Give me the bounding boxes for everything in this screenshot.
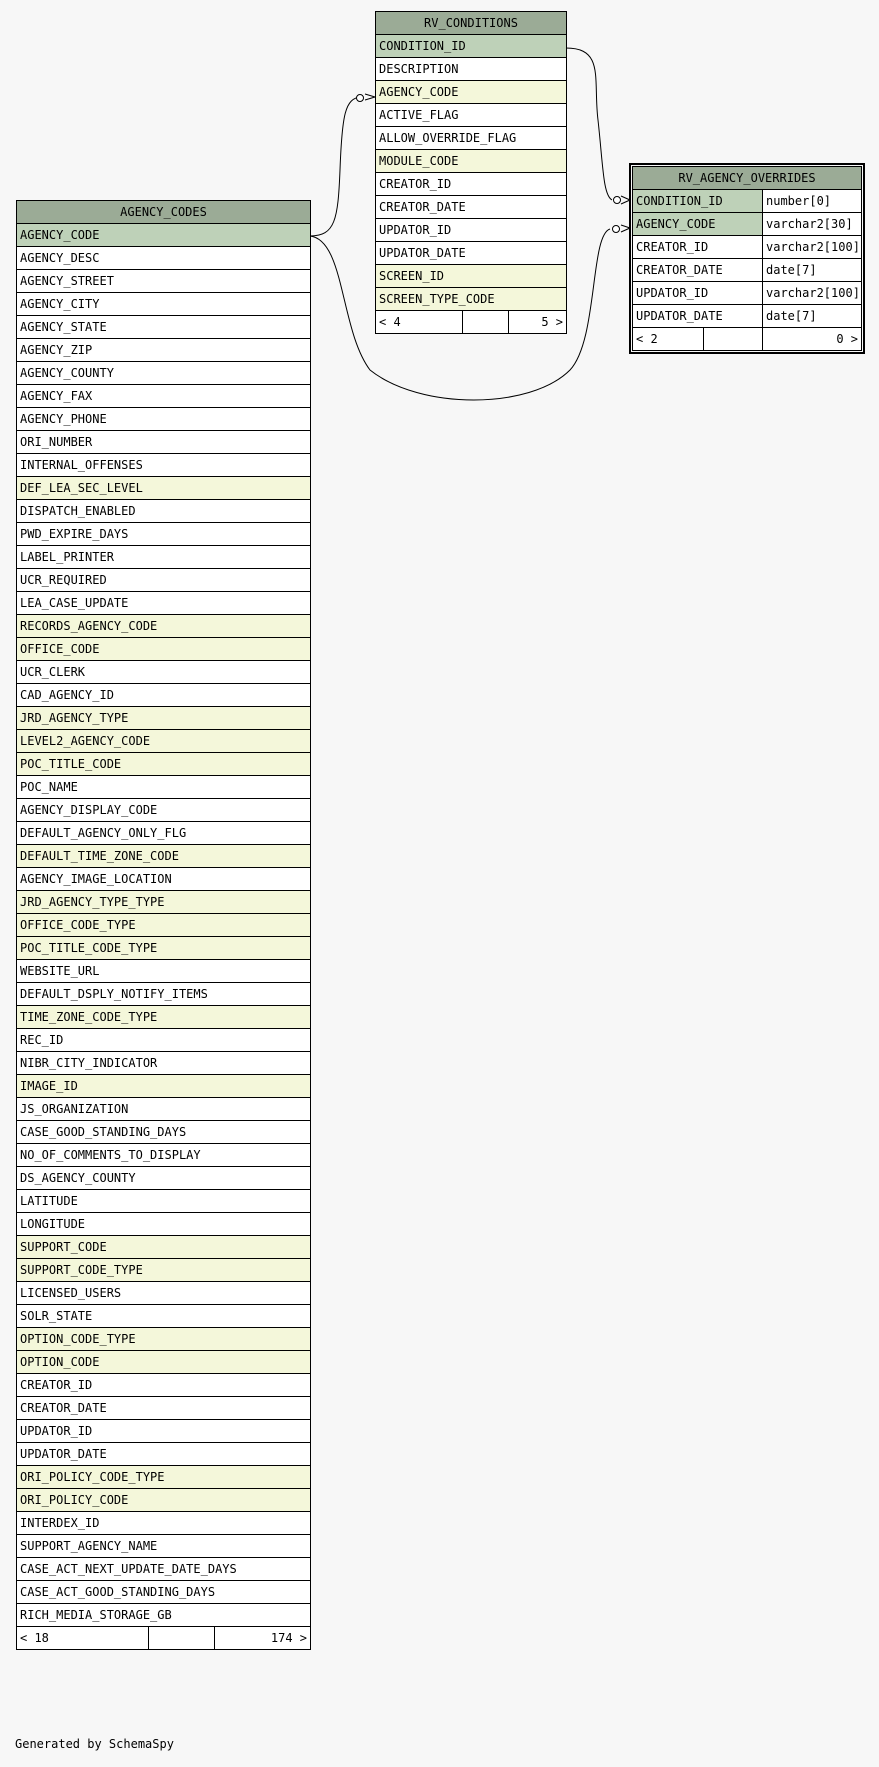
table-row[interactable]: [17, 1236, 311, 1259]
column-name: AGENCY_IMAGE_LOCATION: [17, 868, 311, 891]
table-row[interactable]: [17, 1558, 311, 1581]
column-name: AGENCY_STREET: [17, 270, 311, 293]
column-name: LONGITUDE: [17, 1213, 311, 1236]
column-name: UPDATOR_ID: [17, 1420, 311, 1443]
column-name: POC_TITLE_CODE_TYPE: [17, 937, 311, 960]
column-name: AGENCY_CODE: [633, 213, 763, 236]
table-row[interactable]: [376, 196, 567, 219]
column-type: varchar2[30]: [763, 213, 862, 236]
column-type: date[7]: [763, 305, 862, 328]
column-name: CREATOR_DATE: [633, 259, 763, 282]
table-row[interactable]: [17, 546, 311, 569]
column-name: PWD_EXPIRE_DAYS: [17, 523, 311, 546]
table-row[interactable]: [17, 615, 311, 638]
column-name: OPTION_CODE: [17, 1351, 311, 1374]
table-row[interactable]: [17, 1489, 311, 1512]
table-row[interactable]: [376, 150, 567, 173]
column-name: CASE_ACT_GOOD_STANDING_DAYS: [17, 1581, 311, 1604]
column-name: UPDATOR_DATE: [17, 1443, 311, 1466]
column-name: UPDATOR_DATE: [633, 305, 763, 328]
column-name: AGENCY_CODE: [376, 81, 567, 104]
column-name: AGENCY_COUNTY: [17, 362, 311, 385]
table-row[interactable]: [17, 1121, 311, 1144]
table-row[interactable]: [376, 288, 567, 311]
table-row[interactable]: [17, 408, 311, 431]
column-name: AGENCY_STATE: [17, 316, 311, 339]
table-header-rv-agency-overrides[interactable]: RV_AGENCY_OVERRIDES: [633, 167, 862, 190]
table-row[interactable]: [17, 1190, 311, 1213]
table-row[interactable]: [376, 104, 567, 127]
table-row[interactable]: [17, 845, 311, 868]
column-name: DEFAULT_DSPLY_NOTIFY_ITEMS: [17, 983, 311, 1006]
table-header-rv-conditions[interactable]: RV_CONDITIONS: [376, 12, 567, 35]
column-name: MODULE_CODE: [376, 150, 567, 173]
column-name: SCREEN_TYPE_CODE: [376, 288, 567, 311]
child-count[interactable]: 0 >: [763, 328, 862, 351]
table-row[interactable]: [376, 242, 567, 265]
table-row[interactable]: [17, 454, 311, 477]
column-name: POC_NAME: [17, 776, 311, 799]
relationship-zero-marker-icon: [357, 95, 364, 102]
relationship-zero-marker-icon: [614, 197, 621, 204]
column-name: NO_OF_COMMENTS_TO_DISPLAY: [17, 1144, 311, 1167]
column-name: CAD_AGENCY_ID: [17, 684, 311, 707]
column-name: OFFICE_CODE_TYPE: [17, 914, 311, 937]
table-row[interactable]: [17, 1006, 311, 1029]
table-row[interactable]: [17, 730, 311, 753]
table-row[interactable]: [17, 1167, 311, 1190]
column-name: JRD_AGENCY_TYPE_TYPE: [17, 891, 311, 914]
table-footer: [633, 328, 862, 351]
table-row[interactable]: [17, 684, 311, 707]
column-name: SUPPORT_CODE: [17, 1236, 311, 1259]
table-row[interactable]: [17, 799, 311, 822]
column-name: CREATOR_ID: [633, 236, 763, 259]
table-row[interactable]: [376, 173, 567, 196]
table-row[interactable]: [17, 431, 311, 454]
column-name: INTERNAL_OFFENSES: [17, 454, 311, 477]
table-row[interactable]: [17, 1397, 311, 1420]
footer-spacer: [149, 1627, 215, 1650]
table-row[interactable]: [17, 477, 311, 500]
column-name: ALLOW_OVERRIDE_FLAG: [376, 127, 567, 150]
table-rv-conditions[interactable]: [375, 11, 567, 334]
column-type: varchar2[100]: [763, 282, 862, 305]
table-row[interactable]: [17, 1535, 311, 1558]
column-name: SCREEN_ID: [376, 265, 567, 288]
table-row[interactable]: [17, 1512, 311, 1535]
column-name: TIME_ZONE_CODE_TYPE: [17, 1006, 311, 1029]
relationship-agency-codes-to-rv-conditions: [310, 97, 361, 236]
table-row[interactable]: [17, 1305, 311, 1328]
table-row[interactable]: [17, 569, 311, 592]
column-name: CONDITION_ID: [376, 35, 567, 58]
table-row[interactable]: [17, 1144, 311, 1167]
column-type: varchar2[100]: [763, 236, 862, 259]
column-name: OPTION_CODE_TYPE: [17, 1328, 311, 1351]
column-name: WEBSITE_URL: [17, 960, 311, 983]
table-row[interactable]: [17, 661, 311, 684]
column-name: SOLR_STATE: [17, 1305, 311, 1328]
column-name: LATITUDE: [17, 1190, 311, 1213]
column-name: AGENCY_ZIP: [17, 339, 311, 362]
table-row[interactable]: [17, 247, 311, 270]
column-name: REC_ID: [17, 1029, 311, 1052]
table-row[interactable]: [633, 213, 862, 236]
column-name: POC_TITLE_CODE: [17, 753, 311, 776]
relationship-zero-marker-icon: [613, 226, 620, 233]
column-name: AGENCY_DESC: [17, 247, 311, 270]
table-header-agency-codes[interactable]: AGENCY_CODES: [17, 201, 311, 224]
table-row[interactable]: [633, 190, 862, 213]
column-name: JRD_AGENCY_TYPE: [17, 707, 311, 730]
column-name: UPDATOR_DATE: [376, 242, 567, 265]
relationship-crowfoot-icon: [621, 225, 630, 232]
table-row[interactable]: [633, 282, 862, 305]
column-name: NIBR_CITY_INDICATOR: [17, 1052, 311, 1075]
column-name: OFFICE_CODE: [17, 638, 311, 661]
table-row[interactable]: [17, 1029, 311, 1052]
table-row[interactable]: [17, 224, 311, 247]
column-name: ORI_POLICY_CODE_TYPE: [17, 1466, 311, 1489]
column-name: LEVEL2_AGENCY_CODE: [17, 730, 311, 753]
table-footer: [376, 311, 567, 334]
column-name: ORI_NUMBER: [17, 431, 311, 454]
table-row[interactable]: [17, 776, 311, 799]
table-row[interactable]: [17, 523, 311, 546]
column-name: CONDITION_ID: [633, 190, 763, 213]
table-row[interactable]: [17, 822, 311, 845]
table-row[interactable]: [376, 58, 567, 81]
column-name: DEFAULT_TIME_ZONE_CODE: [17, 845, 311, 868]
column-type: number[0]: [763, 190, 862, 213]
table-row[interactable]: [17, 270, 311, 293]
table-row[interactable]: [17, 1328, 311, 1351]
column-name: AGENCY_CITY: [17, 293, 311, 316]
table-row[interactable]: [17, 638, 311, 661]
column-name: LEA_CASE_UPDATE: [17, 592, 311, 615]
table-row[interactable]: [376, 35, 567, 58]
column-name: INTERDEX_ID: [17, 1512, 311, 1535]
table-row[interactable]: [17, 500, 311, 523]
table-row[interactable]: [17, 1098, 311, 1121]
table-row[interactable]: [17, 1420, 311, 1443]
column-name: AGENCY_FAX: [17, 385, 311, 408]
table-rv-agency-overrides[interactable]: [632, 166, 862, 351]
table-row[interactable]: [633, 305, 862, 328]
footer-spacer: [704, 328, 763, 351]
table-row[interactable]: [17, 914, 311, 937]
column-name: JS_ORGANIZATION: [17, 1098, 311, 1121]
table-row[interactable]: [633, 259, 862, 282]
table-row[interactable]: [17, 293, 311, 316]
table-row[interactable]: [376, 265, 567, 288]
column-name: CREATOR_DATE: [376, 196, 567, 219]
column-name: AGENCY_DISPLAY_CODE: [17, 799, 311, 822]
column-name: CREATOR_ID: [17, 1374, 311, 1397]
column-name: CASE_GOOD_STANDING_DAYS: [17, 1121, 311, 1144]
table-row[interactable]: [17, 316, 311, 339]
column-name: LICENSED_USERS: [17, 1282, 311, 1305]
table-row[interactable]: [17, 937, 311, 960]
generated-by-footer: Generated by SchemaSpy: [15, 1737, 174, 1751]
parent-count[interactable]: < 2: [633, 328, 704, 351]
table-row[interactable]: [17, 960, 311, 983]
column-name: CASE_ACT_NEXT_UPDATE_DATE_DAYS: [17, 1558, 311, 1581]
child-count[interactable]: 5 >: [509, 311, 567, 334]
table-row[interactable]: [17, 385, 311, 408]
table-row[interactable]: [17, 1374, 311, 1397]
footer-spacer: [463, 311, 509, 334]
table-row[interactable]: [17, 868, 311, 891]
column-type: date[7]: [763, 259, 862, 282]
table-row[interactable]: [17, 1075, 311, 1098]
parent-count[interactable]: < 18: [17, 1627, 149, 1650]
table-row[interactable]: [17, 983, 311, 1006]
table-footer: [17, 1627, 311, 1650]
table-row[interactable]: [17, 1259, 311, 1282]
table-row[interactable]: [17, 362, 311, 385]
column-name: UCR_CLERK: [17, 661, 311, 684]
table-row[interactable]: [17, 1604, 311, 1627]
relationship-crowfoot-icon: [365, 94, 375, 100]
column-name: LABEL_PRINTER: [17, 546, 311, 569]
table-row[interactable]: [17, 592, 311, 615]
relationship-rv-conditions-to-rv-agency-overrides: [566, 48, 612, 200]
column-name: UPDATOR_ID: [376, 219, 567, 242]
column-name: CREATOR_ID: [376, 173, 567, 196]
table-agency-codes[interactable]: [16, 200, 311, 1650]
column-name: DISPATCH_ENABLED: [17, 500, 311, 523]
table-row[interactable]: [17, 753, 311, 776]
table-row[interactable]: [17, 1466, 311, 1489]
table-row[interactable]: [17, 891, 311, 914]
column-name: RECORDS_AGENCY_CODE: [17, 615, 311, 638]
relationship-crowfoot-icon: [621, 196, 630, 204]
table-row[interactable]: [17, 707, 311, 730]
table-row[interactable]: [17, 1213, 311, 1236]
column-name: AGENCY_CODE: [17, 224, 311, 247]
column-name: AGENCY_PHONE: [17, 408, 311, 431]
parent-count[interactable]: < 4: [376, 311, 463, 334]
column-name: ORI_POLICY_CODE: [17, 1489, 311, 1512]
column-name: ACTIVE_FLAG: [376, 104, 567, 127]
column-name: DESCRIPTION: [376, 58, 567, 81]
table-row[interactable]: [17, 1351, 311, 1374]
column-name: RICH_MEDIA_STORAGE_GB: [17, 1604, 311, 1627]
column-name: SUPPORT_AGENCY_NAME: [17, 1535, 311, 1558]
table-row[interactable]: [17, 1443, 311, 1466]
column-name: DEF_LEA_SEC_LEVEL: [17, 477, 311, 500]
child-count[interactable]: 174 >: [215, 1627, 311, 1650]
column-name: DS_AGENCY_COUNTY: [17, 1167, 311, 1190]
table-row[interactable]: [376, 81, 567, 104]
table-row[interactable]: [17, 1052, 311, 1075]
column-name: IMAGE_ID: [17, 1075, 311, 1098]
column-name: DEFAULT_AGENCY_ONLY_FLG: [17, 822, 311, 845]
table-row[interactable]: [376, 219, 567, 242]
table-row[interactable]: [17, 1282, 311, 1305]
column-name: UCR_REQUIRED: [17, 569, 311, 592]
column-name: CREATOR_DATE: [17, 1397, 311, 1420]
table-row[interactable]: [633, 236, 862, 259]
table-row[interactable]: [376, 127, 567, 150]
column-name: SUPPORT_CODE_TYPE: [17, 1259, 311, 1282]
table-row[interactable]: [17, 339, 311, 362]
column-name: UPDATOR_ID: [633, 282, 763, 305]
table-row[interactable]: [17, 1581, 311, 1604]
